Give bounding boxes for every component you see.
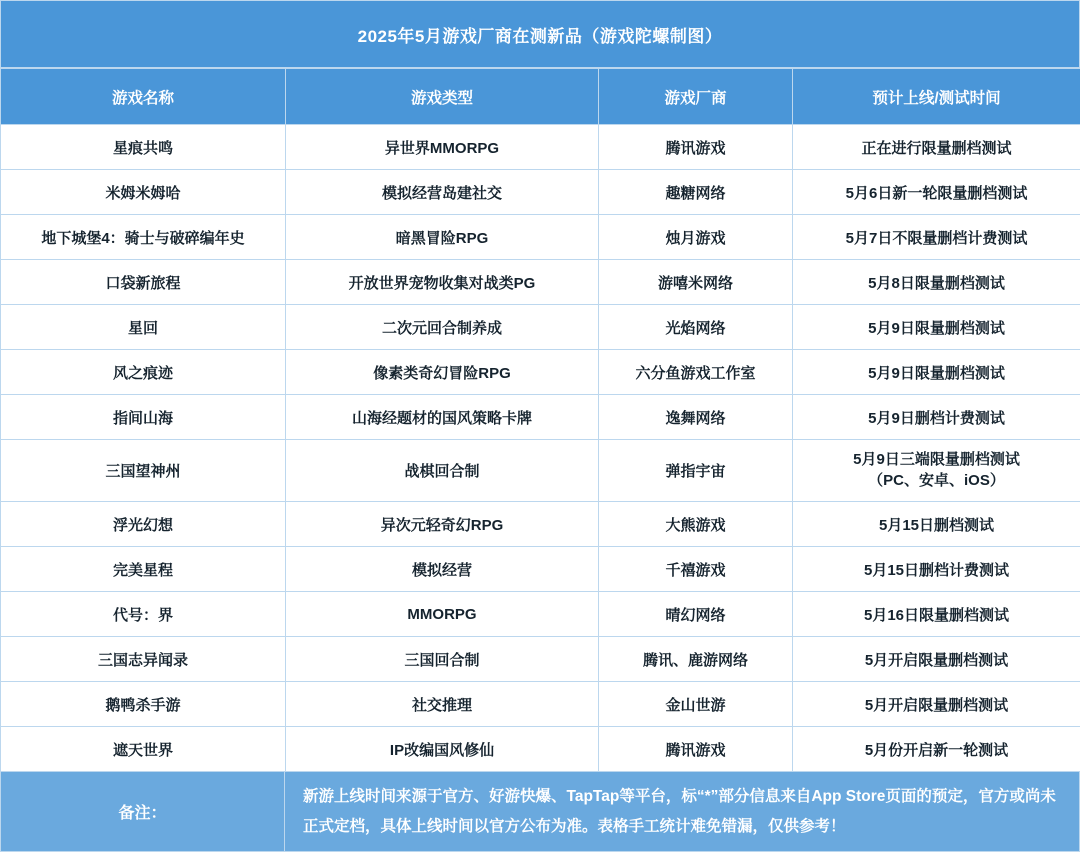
cell-genre: 三国回合制 — [286, 637, 599, 682]
cell-publisher: 金山世游 — [599, 682, 793, 727]
cell-schedule: 5月开启限量删档测试 — [793, 682, 1080, 727]
cell-publisher: 晴幻网络 — [599, 592, 793, 637]
table-header — [1, 69, 1080, 125]
cell-genre: 模拟经营 — [286, 547, 599, 592]
cell-schedule: 5月开启限量删档测试 — [793, 637, 1080, 682]
table-row — [1, 592, 1080, 637]
cell-genre: IP改编国风修仙 — [286, 727, 599, 772]
cell-game-name: 星痕共鸣 — [1, 125, 286, 170]
table-row — [1, 727, 1080, 772]
table-row — [1, 547, 1080, 592]
cell-schedule: 5月8日限量删档测试 — [793, 260, 1080, 305]
cell-schedule: 5月9日限量删档测试 — [793, 305, 1080, 350]
cell-schedule: 5月16日限量删档测试 — [793, 592, 1080, 637]
cell-genre: 异世界MMORPG — [286, 125, 599, 170]
cell-publisher: 千禧游戏 — [599, 547, 793, 592]
table-header-row — [1, 69, 1080, 125]
column-header-game-name: 游戏名称 — [1, 69, 286, 125]
cell-genre: 模拟经营岛建社交 — [286, 170, 599, 215]
cell-publisher: 腾讯、鹿游网络 — [599, 637, 793, 682]
cell-game-name: 地下城堡4：骑士与破碎编年史 — [1, 215, 286, 260]
cell-schedule: 5月7日不限量删档计费测试 — [793, 215, 1080, 260]
cell-game-name: 遮天世界 — [1, 727, 286, 772]
table-row — [1, 350, 1080, 395]
table-row — [1, 440, 1080, 502]
cell-schedule-line1: 5月9日三端限量删档测试 — [853, 451, 1020, 469]
footer-label: 备注： — [0, 772, 285, 852]
cell-genre: 社交推理 — [286, 682, 599, 727]
cell-schedule-line2: （PC、安卓、iOS） — [868, 471, 1005, 489]
table-row — [1, 305, 1080, 350]
cell-genre: 二次元回合制养成 — [286, 305, 599, 350]
page-title: 2025年5月游戏厂商在测新品（游戏陀螺制图） — [0, 0, 1080, 68]
cell-game-name: 三国志异闻录 — [1, 637, 286, 682]
cell-game-name: 鹅鸭杀手游 — [1, 682, 286, 727]
cell-genre: 暗黑冒险RPG — [286, 215, 599, 260]
cell-publisher: 腾讯游戏 — [599, 727, 793, 772]
cell-game-name: 口袋新旅程 — [1, 260, 286, 305]
cell-game-name: 指间山海 — [1, 395, 286, 440]
cell-genre: 异次元轻奇幻RPG — [286, 502, 599, 547]
cell-schedule: 5月15日删档测试 — [793, 502, 1080, 547]
cell-publisher: 六分鱼游戏工作室 — [599, 350, 793, 395]
table-row — [1, 395, 1080, 440]
cell-publisher: 光焰网络 — [599, 305, 793, 350]
cell-publisher: 游嘻米网络 — [599, 260, 793, 305]
cell-schedule — [793, 440, 1080, 502]
cell-genre: 开放世界宠物收集对战类PG — [286, 260, 599, 305]
footer-note-row — [0, 772, 1080, 852]
table-row — [1, 637, 1080, 682]
cell-publisher: 趣糖网络 — [599, 170, 793, 215]
cell-genre: 战棋回合制 — [286, 440, 599, 502]
cell-publisher: 烛月游戏 — [599, 215, 793, 260]
cell-genre: 山海经题材的国风策略卡牌 — [286, 395, 599, 440]
cell-schedule: 正在进行限量删档测试 — [793, 125, 1080, 170]
table-row — [1, 682, 1080, 727]
column-header-publisher: 游戏厂商 — [599, 69, 793, 125]
cell-genre: 像素类奇幻冒险RPG — [286, 350, 599, 395]
cell-schedule: 5月份开启新一轮测试 — [793, 727, 1080, 772]
cell-publisher: 大熊游戏 — [599, 502, 793, 547]
cell-schedule: 5月6日新一轮限量删档测试 — [793, 170, 1080, 215]
new-games-table — [0, 68, 1080, 772]
column-header-genre: 游戏类型 — [286, 69, 599, 125]
table-row — [1, 502, 1080, 547]
cell-game-name: 米姆米姆哈 — [1, 170, 286, 215]
table-row — [1, 215, 1080, 260]
table-row — [1, 260, 1080, 305]
table-body — [1, 125, 1080, 772]
cell-genre: MMORPG — [286, 592, 599, 637]
cell-game-name: 三国望神州 — [1, 440, 286, 502]
cell-schedule: 5月15日删档计费测试 — [793, 547, 1080, 592]
table-row — [1, 125, 1080, 170]
column-header-schedule: 预计上线/测试时间 — [793, 69, 1080, 125]
cell-schedule: 5月9日限量删档测试 — [793, 350, 1080, 395]
cell-game-name: 代号：界 — [1, 592, 286, 637]
cell-game-name: 星回 — [1, 305, 286, 350]
cell-publisher: 腾讯游戏 — [599, 125, 793, 170]
cell-schedule: 5月9日删档计费测试 — [793, 395, 1080, 440]
cell-game-name: 浮光幻想 — [1, 502, 286, 547]
cell-publisher: 弹指宇宙 — [599, 440, 793, 502]
cell-publisher: 逸舞网络 — [599, 395, 793, 440]
cell-game-name: 完美星程 — [1, 547, 286, 592]
cell-game-name: 风之痕迹 — [1, 350, 286, 395]
table-row — [1, 170, 1080, 215]
footer-note-text: 新游上线时间来源于官方、好游快爆、TapTap等平台，标“*”部分信息来自App Store页面的预定，官方或尚未正式定档，具体上线时间以官方公布为准。表格手工统计难免错漏，仅供参考！ — [285, 772, 1080, 852]
